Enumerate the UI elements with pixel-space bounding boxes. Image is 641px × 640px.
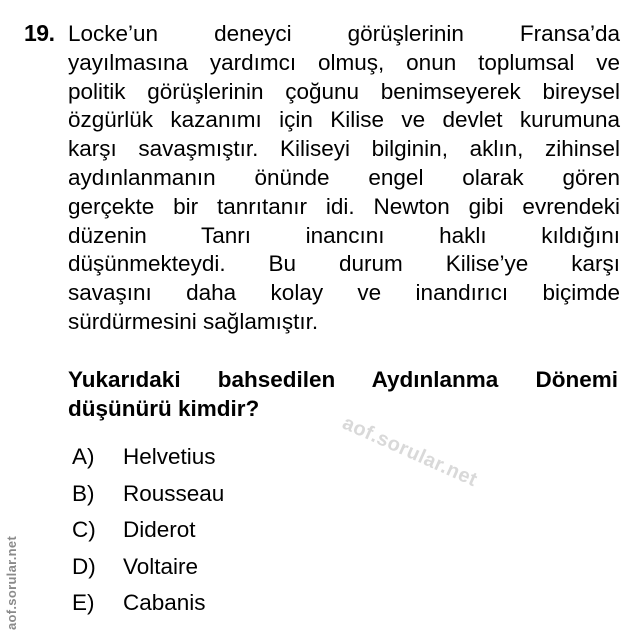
passage-line: düzenin Tanrı inancını haklı kıldığını <box>68 222 620 248</box>
option-d[interactable] <box>72 554 224 591</box>
option-letter: C) <box>72 517 96 542</box>
passage-line: gerçekte bir tanrıtanır idi. Newton gibi evrendeki <box>68 193 620 219</box>
passage-line: politik görüşlerinin çoğunu benimseyerek bireysel <box>68 78 620 104</box>
option-text: Cabanis <box>123 590 206 615</box>
watermark-side: aof.sorular.net <box>4 535 19 630</box>
prompt-line: düşünürü kimdir? <box>68 396 260 421</box>
watermark-diagonal: aof.sorular.net <box>339 412 481 492</box>
passage-line: aydınlanmanın önünde engel olarak gören <box>68 164 620 190</box>
answer-options <box>72 444 224 627</box>
passage-line: özgürlük kazanımı için Kilise ve devlet kurumuna <box>68 107 620 133</box>
passage-line: düşünmekteydi. Bu durum Kilise’ye karşı <box>68 251 620 277</box>
option-text: Rousseau <box>123 480 225 506</box>
passage-line: karşı savaşmıştır. Kiliseyi bilginin, aklın, zihinsel <box>68 136 620 162</box>
passage-line: yayılmasına yardımcı olmuş, onun toplumsal ve <box>68 49 620 75</box>
option-letter: B) <box>72 480 95 506</box>
question-number: 19. <box>24 20 55 46</box>
option-text: Diderot <box>123 517 196 542</box>
passage-line: sürdürmesini sağlamıştır. <box>68 308 319 334</box>
option-c[interactable] <box>72 517 224 554</box>
question-passage <box>68 20 620 337</box>
passage-line: savaşını daha kolay ve inandırıcı biçimde <box>68 280 620 306</box>
option-letter: E) <box>72 590 95 615</box>
option-letter: A) <box>72 444 95 469</box>
passage-line: Locke’un deneyci görüşlerinin Fransa’da <box>68 21 620 46</box>
prompt-line: Yukarıdaki bahsedilen Aydınlanma Dönemi <box>68 367 618 392</box>
option-letter: D) <box>72 553 96 579</box>
option-text: Voltaire <box>123 553 199 579</box>
option-e[interactable] <box>72 590 224 627</box>
option-b[interactable] <box>72 481 224 518</box>
option-text: Helvetius <box>123 444 216 469</box>
question-prompt <box>68 365 618 423</box>
option-a[interactable] <box>72 444 224 481</box>
